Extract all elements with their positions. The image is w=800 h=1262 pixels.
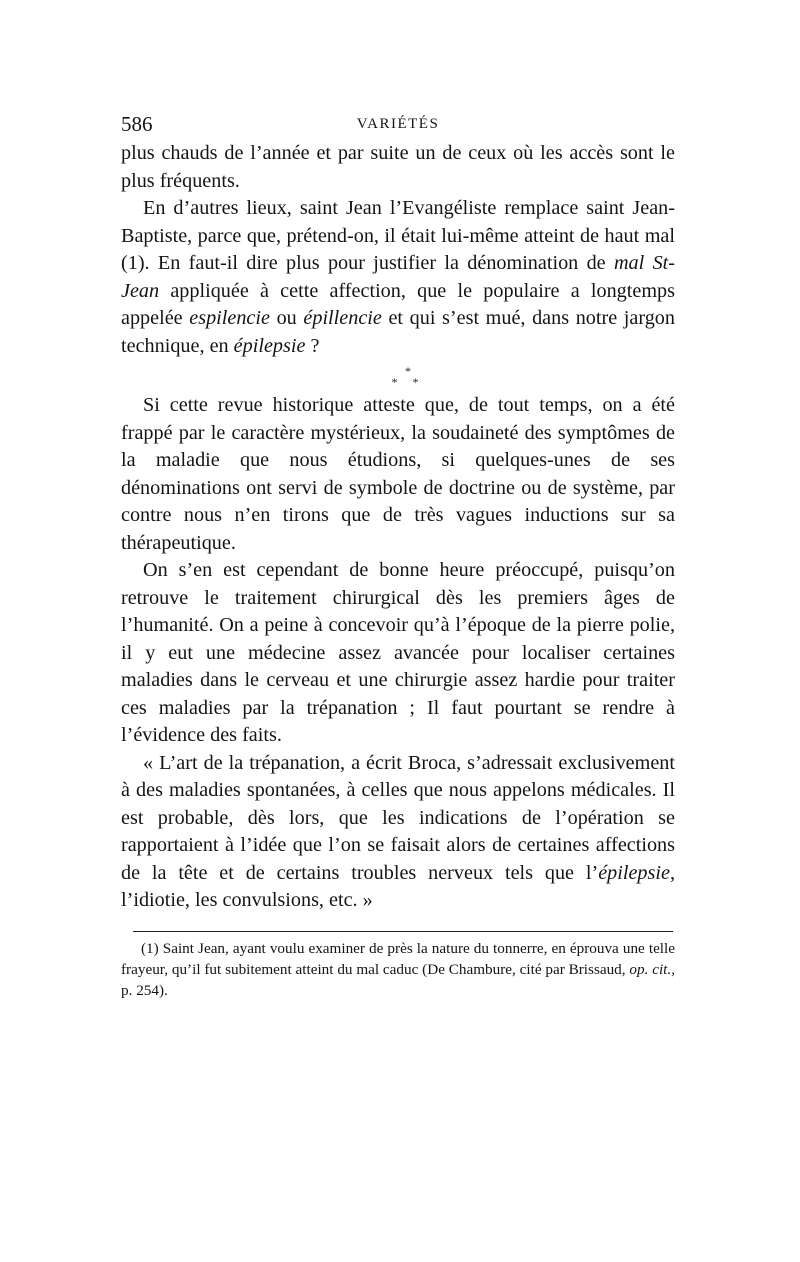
italic-term-epilepsie-quote: épilepsie bbox=[598, 861, 670, 884]
body-text bbox=[121, 140, 675, 915]
paragraph-1: plus chauds de l’année et par suite un de ceux où les accès sont le plus fréquents. bbox=[121, 142, 675, 192]
page-header bbox=[121, 112, 675, 140]
book-page bbox=[121, 112, 675, 1001]
paragraph-3: Si cette revue historique atteste que, de tout temps, on a été frappé par le caractère mystérieux, la soudaineté des symptômes de la maladie que nous étudions, si quelques-unes de ses dénominations ont servi de symbole de doctrine ou de système, par contre nous n’en tirons que de très vagues inductions sur sa thérapeutique. bbox=[121, 394, 675, 554]
italic-term-espilencie: espilencie bbox=[189, 307, 270, 329]
italic-term-epilepsie: épilepsie bbox=[233, 334, 306, 357]
paragraph-2: En d’autres lieux, saint Jean l’Evangéliste remplace saint Jean-Baptiste, parce que, prétend-on, il était lui-même atteint de haut mal (1). En faut-il dire plus pour justifier la dénomination de mal St-Jean appliquée à cette affection, que le populaire a longtemps appelée espilencie ou épillencie et qui s’est mué, dans notre jargon technique, en épilepsie ? bbox=[121, 197, 675, 357]
footnote-rule bbox=[133, 931, 673, 932]
italic-term-mal-st-jean: mal St-Jean bbox=[121, 252, 675, 302]
italic-op-cit: op. cit. bbox=[629, 960, 672, 978]
page-number: 586 bbox=[121, 112, 153, 136]
running-title: VARIÉTÉS bbox=[356, 116, 440, 132]
italic-term-epillencie: épillencie bbox=[303, 307, 382, 329]
asterism-divider: * * * bbox=[391, 364, 425, 389]
paragraph-5-quote: « L’art de la trépanation, a écrit Broca, s’adressait exclusivement à des maladies spontanées, à celles que nous appelons médicales. Il est probable, dès lors, que les indications de l’opération se rapportaient à l’idée que l’on se faisait alors de certaines affections de la tête et de certains troubles nerveux tels que l’épilepsie, l’idiotie, les convulsions, etc. » bbox=[121, 751, 675, 911]
paragraph-4: On s’en est cependant de bonne heure préoccupé, puisqu’on retrouve le traitement chirurgical dès les premiers âges de l’humanité. On a peine à concevoir qu’à l’époque de la pierre polie, il y eut une médecine assez avancée pour localiser certaines maladies dans le cerveau et une chirurgie assez hardie pour traiter ces maladies par la trépanation ; Il faut pourtant se rendre à l’évidence des faits. bbox=[121, 559, 675, 746]
footnote-1: (1) Saint Jean, ayant voulu examiner de près la nature du tonnerre, en éprouva une telle frayeur, qu’il fut subitement atteint du mal caduc (De Chambure, cité par Brissaud, op. cit., p. 254). bbox=[121, 939, 675, 999]
